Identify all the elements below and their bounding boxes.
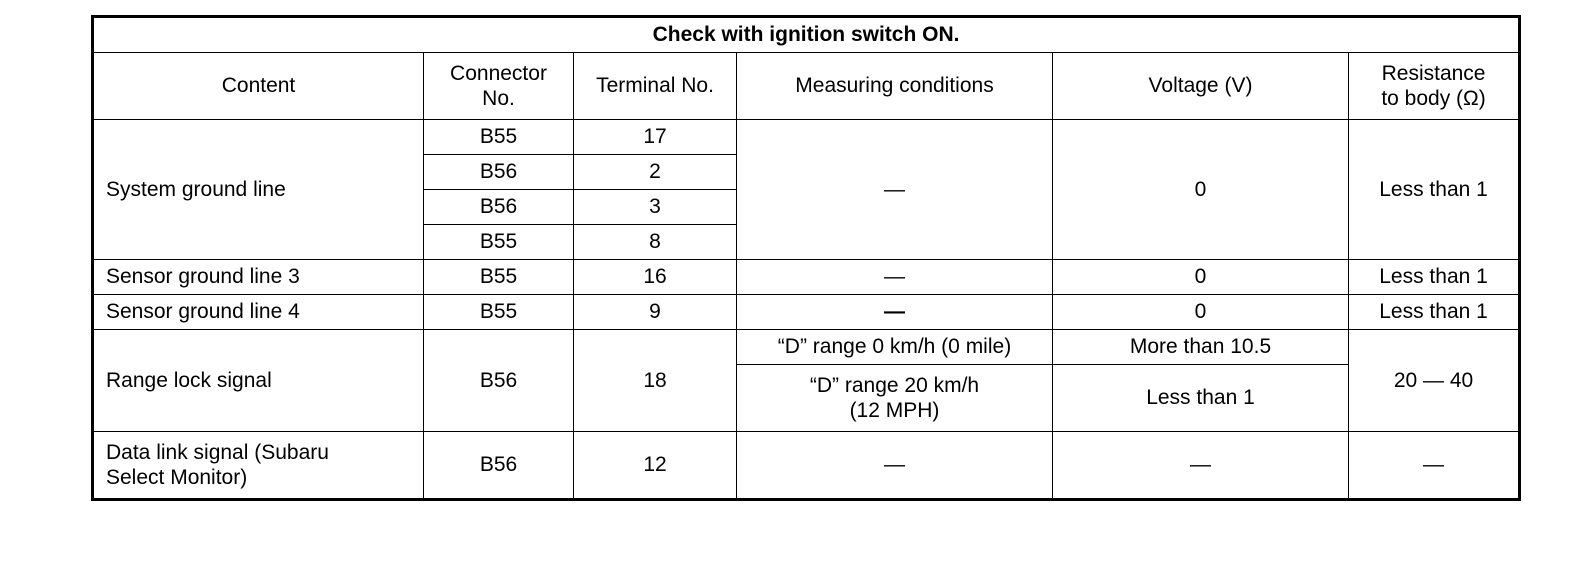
sensor-ground-3-content: Sensor ground line 3 [93,260,424,295]
connector-cell: B56 [424,432,574,500]
system-ground-content: System ground line [93,120,424,260]
terminal-cell: 17 [574,120,737,155]
header-connector-line1: Connector [450,61,547,85]
header-resistance-line1: Resistance [1381,61,1486,85]
connector-cell: B56 [424,190,574,225]
measuring-cell: — [737,432,1053,500]
connector-cell: B55 [424,225,574,260]
measuring-cell: — [737,260,1053,295]
voltage-cell: 0 [1053,295,1349,330]
table-row [93,120,1520,155]
terminal-cell: 16 [574,260,737,295]
resistance-cell: Less than 1 [1349,295,1520,330]
header-content: Content [93,53,424,120]
measuring-cell: “D” range 0 km/h (0 mile) [737,330,1053,365]
sensor-ground-4-content: Sensor ground line 4 [93,295,424,330]
range-lock-resistance: 20 — 40 [1349,330,1520,432]
measuring-cell [737,365,1053,432]
system-ground-measuring: — [737,120,1053,260]
data-link-content [93,432,424,500]
voltage-cell: 0 [1053,260,1349,295]
header-measuring: Measuring conditions [737,53,1053,120]
terminal-cell: 2 [574,155,737,190]
range-lock-cond2-line1: “D” range 20 km/h [809,373,980,397]
data-link-content-line1: Data link signal (Subaru [106,440,329,464]
header-voltage: Voltage (V) [1053,53,1349,120]
voltage-cell: More than 10.5 [1053,330,1349,365]
terminal-cell: 8 [574,225,737,260]
header-terminal: Terminal No. [574,53,737,120]
resistance-cell: Less than 1 [1349,260,1520,295]
table-row [93,330,1520,365]
terminal-cell: 9 [574,295,737,330]
connector-cell: B55 [424,295,574,330]
range-lock-content: Range lock signal [93,330,424,432]
header-resistance-line2: to body (Ω) [1381,87,1486,110]
header-connector-line2: No. [482,87,515,110]
resistance-cell: — [1349,432,1520,500]
system-ground-resistance: Less than 1 [1349,120,1520,260]
system-ground-voltage: 0 [1053,120,1349,260]
header-connector [424,53,574,120]
measuring-cell: — [737,295,1053,330]
voltage-cell: — [1053,432,1349,500]
voltage-cell: Less than 1 [1053,365,1349,432]
terminal-cell: 18 [574,330,737,432]
connector-cell: B55 [424,260,574,295]
table-row [93,295,1520,330]
connector-cell: B56 [424,155,574,190]
table-row [93,260,1520,295]
connector-cell: B56 [424,330,574,432]
check-table [91,15,1521,501]
terminal-cell: 12 [574,432,737,500]
header-resistance [1349,53,1520,120]
table-row [93,432,1520,500]
table-title: Check with ignition switch ON. [93,17,1520,53]
terminal-cell: 3 [574,190,737,225]
connector-cell: B55 [424,120,574,155]
data-link-content-line2: Select Monitor) [106,466,248,489]
range-lock-cond2-line2: (12 MPH) [849,399,940,422]
